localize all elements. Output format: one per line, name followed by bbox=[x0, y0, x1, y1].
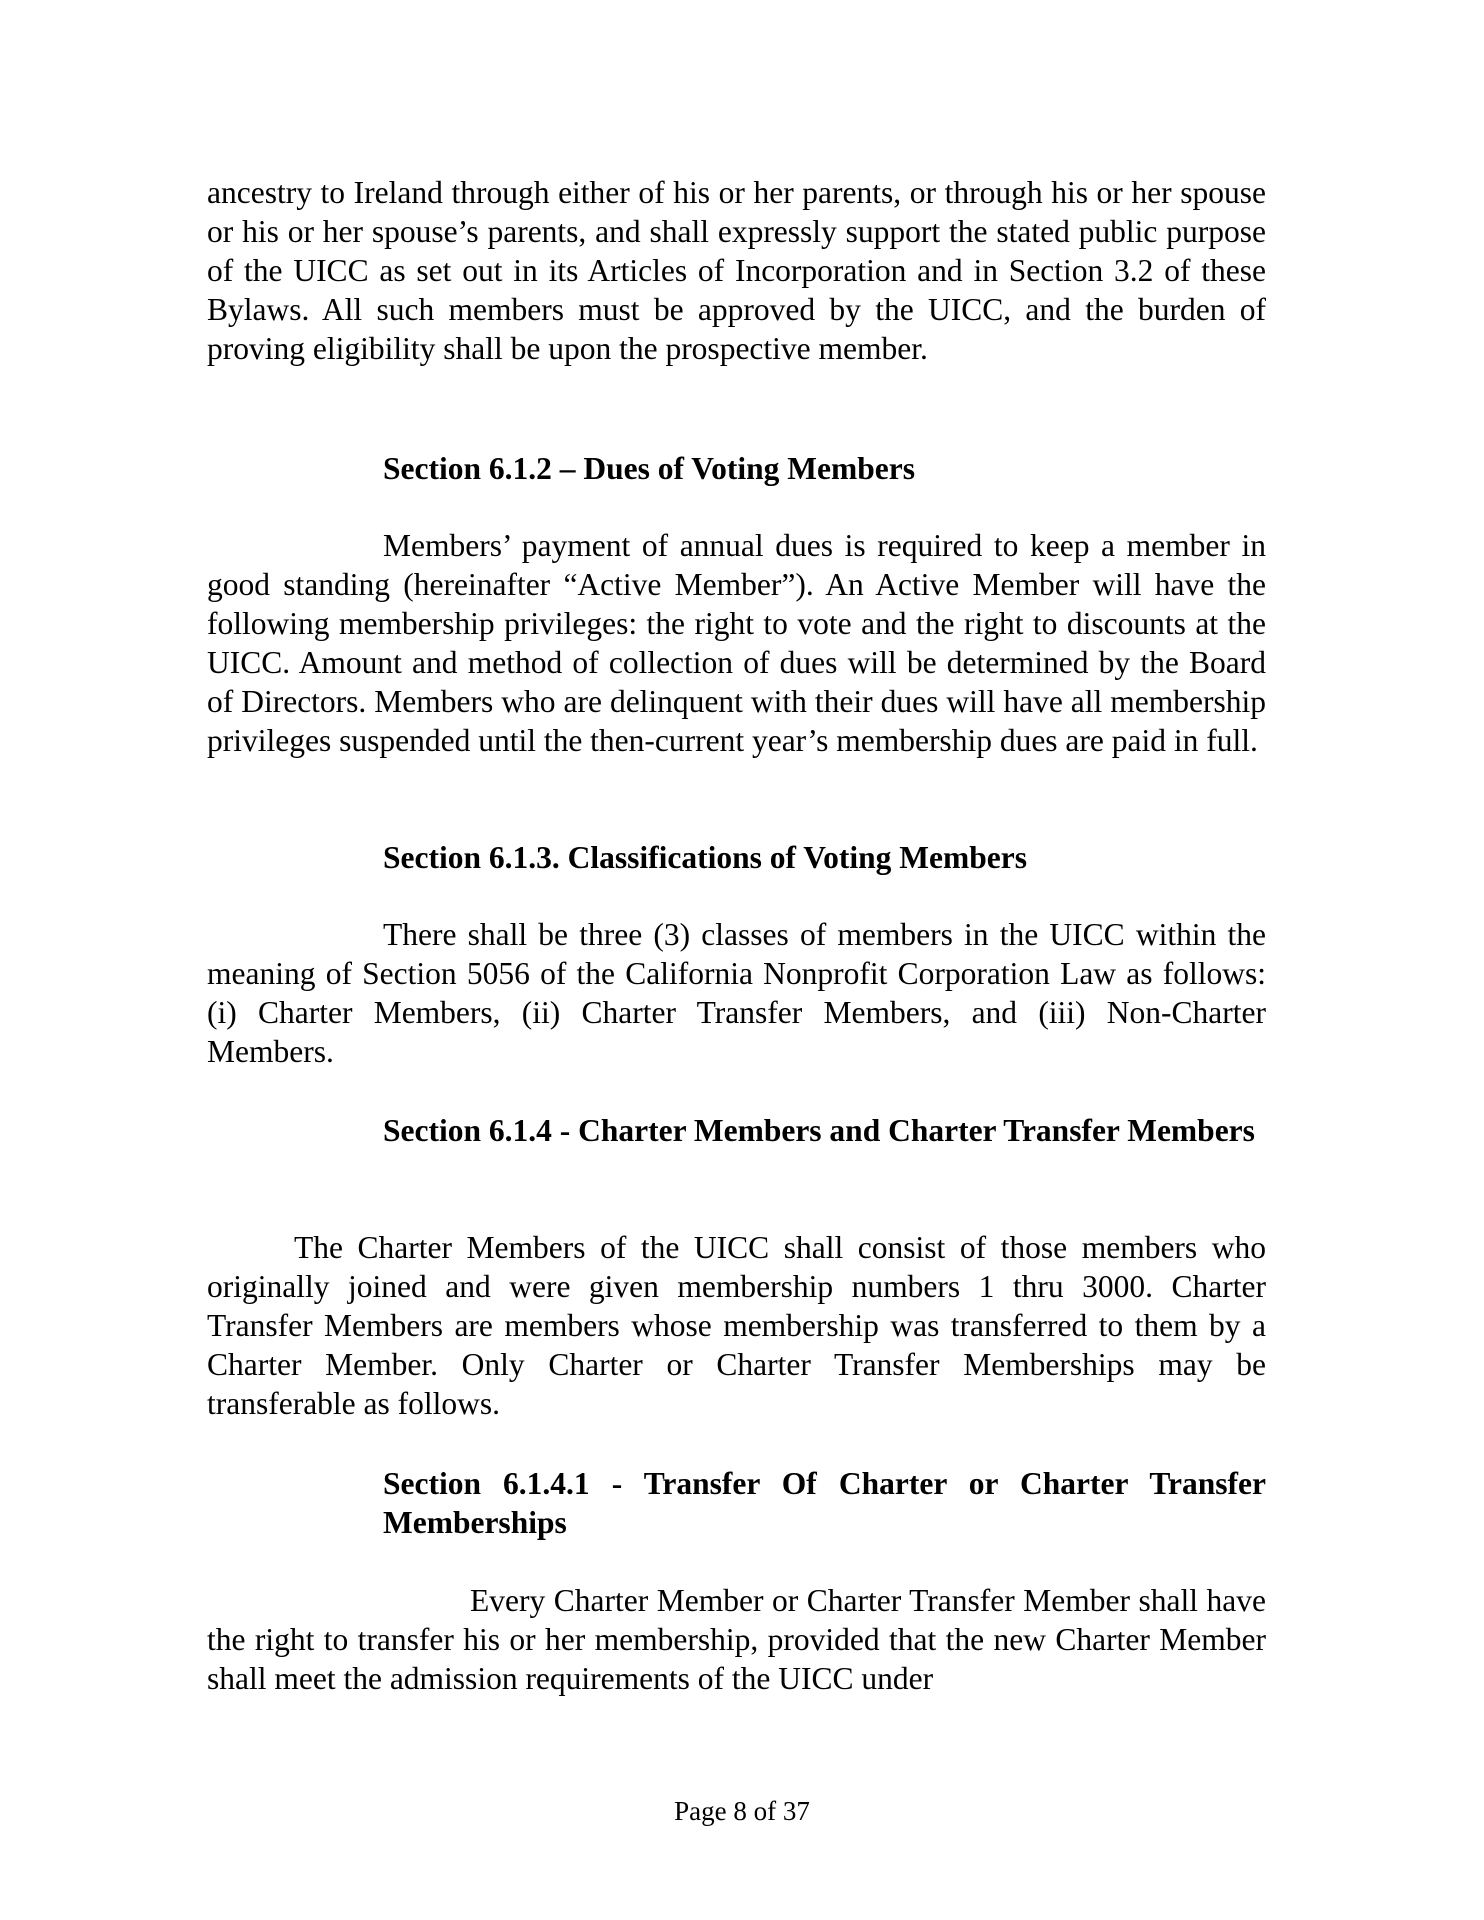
section-heading-6-1-3: Section 6.1.3. Classifications of Voting Members bbox=[383, 840, 1027, 875]
section-heading-6-1-4: Section 6.1.4 - Charter Members and Charter Transfer Members bbox=[383, 1113, 1255, 1148]
section-heading-6-1-4-1: Section 6.1.4.1 - Transfer Of Charter or Charter Transfer Memberships bbox=[383, 1466, 1266, 1540]
classifications-paragraph: There shall be three (3) classes of members in the UICC within the meaning of Section 5056 of the California Nonprofit Corporation Law as follows: (i) Charter Members, (ii) Charter Transfer Members, and (iii) Non-Charter Members. bbox=[207, 917, 1266, 1069]
charter-members-paragraph: The Charter Members of the UICC shall consist of those members who originally joined and were given membership numbers 1 thru 3000. Charter Transfer Members are members whose membership was transferred to them by a Charter Member. Only Charter or Charter Transfer Memberships may be transferable as follows. bbox=[207, 1230, 1266, 1421]
eligibility-paragraph-continued: ancestry to Ireland through either of his or her parents, or through his or her spouse or his or her spouse’s parents, and shall expressly support the stated public purpose of the UICC as set out in its Articles of Incorporation and in Section 3.2 of these Bylaws. All such members must be approved by the UICC, and the burden of proving eligibility shall be upon the prospective member. bbox=[207, 175, 1266, 366]
page-number-footer: Page 8 of 37 bbox=[674, 1796, 810, 1826]
dues-paragraph: Members’ payment of annual dues is required to keep a member in good standing (hereinafter “Active Member”). An Active Member will have the following membership privileges: the right to vote and the right to discounts at the UICC. Amount and method of collection of dues will be determined by the Board of Directors. Members who are delinquent with their dues will have all membership privileges suspended until the then-current year’s membership dues are paid in full. bbox=[207, 528, 1266, 758]
section-heading-6-1-2: Section 6.1.2 – Dues of Voting Members bbox=[383, 451, 915, 486]
transfer-paragraph: Every Charter Member or Charter Transfer Member shall have the right to transfer his or her membership, provided that the new Charter Member shall meet the admission requirements of the UICC under bbox=[207, 1583, 1266, 1696]
